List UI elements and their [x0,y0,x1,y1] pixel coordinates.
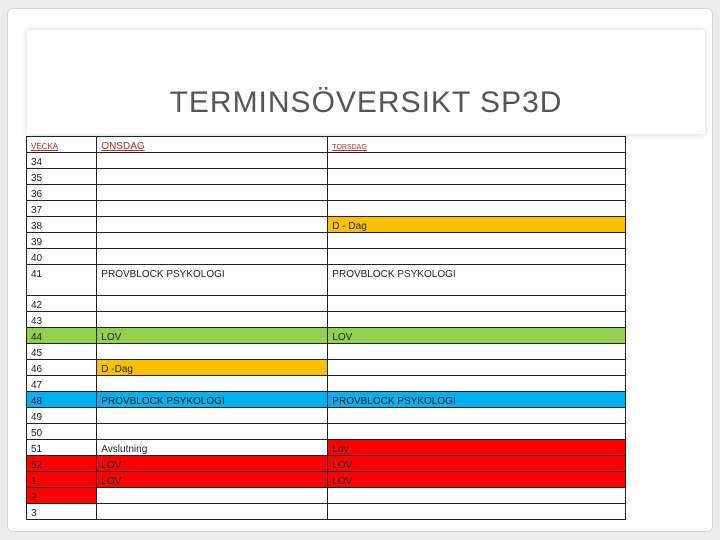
table-row: 35 [27,169,626,185]
table-row: 36 [27,185,626,201]
table-row: 52 LOV LOV [27,456,626,472]
table-row: 37 [27,201,626,217]
table-row: 43 [27,312,626,328]
table-row: 34 [27,153,626,169]
table-row: 51 Avslutning Lov [27,440,626,456]
header-onsdag: ONSDAG [97,137,328,153]
table-row: 50 [27,424,626,440]
header-torsdag: TORSDAG [328,137,626,153]
table-header-row [27,137,626,153]
title-band [27,30,705,134]
table-row: 41 PROVBLOCK PSYKOLOGI PROVBLOCK PSYKOLOGI [27,265,626,296]
table-row: 42 [27,296,626,312]
schedule-table [26,136,626,520]
table-row: 47 [27,376,626,392]
table-row: 1 LOV LOV [27,472,626,488]
table-row: 38 D - Dag [27,217,626,233]
table-row: 46 D -Dag [27,360,626,376]
header-vecka: VECKA [27,137,97,153]
table-row: 39 [27,233,626,249]
table-row: 44 LOV LOV [27,328,626,344]
table-row: 3 [27,504,626,520]
table-row: 48 PROVBLOCK PSYKOLOGI PROVBLOCK PSYKOLOGI [27,392,626,408]
table-row: 40 [27,249,626,265]
page-title: TERMINSÖVERSIKT SP3D [169,86,563,119]
table-row: 45 [27,344,626,360]
table-row: 49 [27,408,626,424]
table-row: 2 [27,488,626,504]
